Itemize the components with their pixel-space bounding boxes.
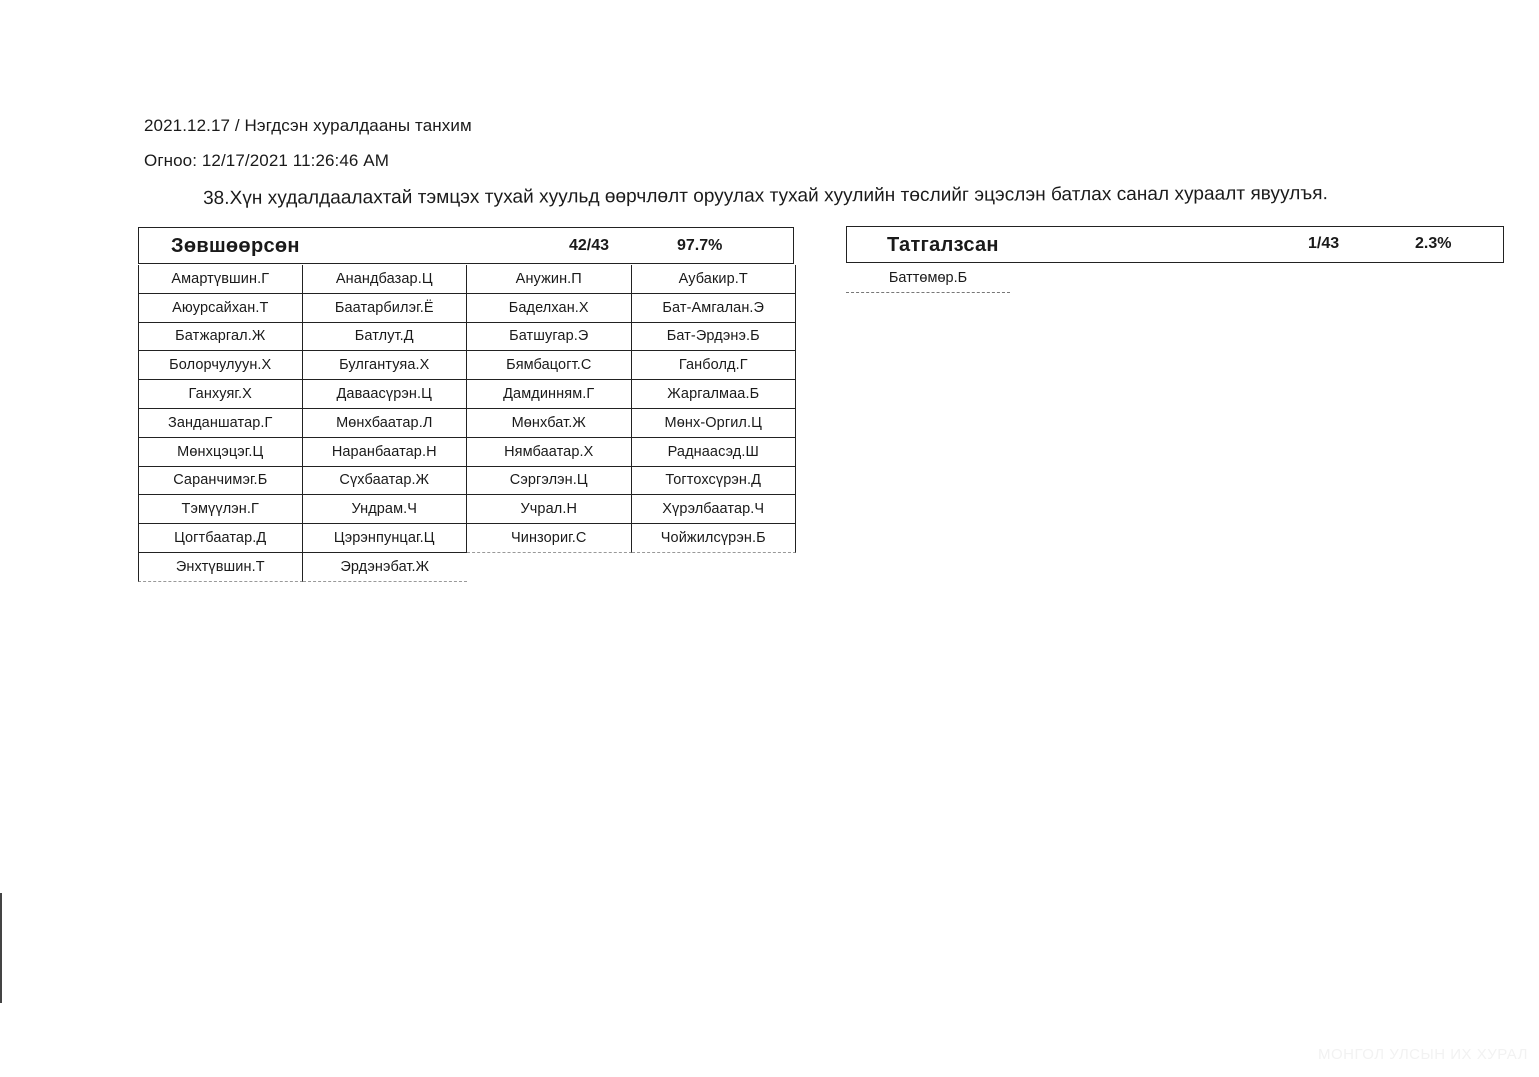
scan-edge-mark [0, 893, 2, 1003]
reject-title: Татгалзсан [887, 234, 999, 256]
name-cell: Батшугар.Э [467, 323, 632, 352]
name-cell: Учрал.Н [467, 495, 632, 524]
table-row [138, 495, 796, 524]
date-line: Огноо: 12/17/2021 11:26:46 AM [144, 151, 390, 170]
name-cell: Мөнхбат.Ж [467, 409, 632, 438]
name-cell: Чойжилсүрэн.Б [632, 524, 797, 553]
table-row [138, 409, 796, 438]
name-cell [632, 553, 797, 582]
name-cell: Булгантуяа.Х [303, 351, 468, 380]
reject-name: Баттөмөр.Б [846, 264, 1010, 293]
table-row [138, 380, 796, 409]
name-cell: Аюурсайхан.Т [138, 294, 303, 323]
name-cell: Батжаргал.Ж [138, 323, 303, 352]
name-cell: Болорчулуун.Х [138, 351, 303, 380]
name-cell: Саранчимэг.Б [138, 467, 303, 496]
name-cell: Тэмүүлэн.Г [138, 495, 303, 524]
question-text: 38.Хүн худалдаалахтай тэмцэх тухай хуульд өөрчлөлт оруулах тухай хуулийн төслийг эцэслэн батлах санал хураалт явуулъя. [203, 183, 1328, 209]
name-cell: Мөнхбаатар.Л [303, 409, 468, 438]
name-cell: Наранбаатар.Н [303, 438, 468, 467]
approve-header [138, 227, 794, 264]
name-cell: Хүрэлбаатар.Ч [632, 495, 797, 524]
session-line: 2021.12.17 / Нэгдсэн хуралдааны танхим [144, 116, 472, 135]
name-cell: Баатарбилэг.Ё [303, 294, 468, 323]
name-cell: Цэрэнпунцаг.Ц [303, 524, 468, 553]
table-row [138, 438, 796, 467]
name-cell: Жаргалмаа.Б [632, 380, 797, 409]
name-cell: Баделхан.Х [467, 294, 632, 323]
name-cell: Эрдэнэбат.Ж [303, 553, 468, 582]
name-cell: Мөнх-Оргил.Ц [632, 409, 797, 438]
name-cell: Мөнхцэцэг.Ц [138, 438, 303, 467]
table-row [138, 467, 796, 496]
reject-percent: 2.3% [1415, 235, 1452, 252]
name-cell: Дамдинням.Г [467, 380, 632, 409]
name-cell: Сэргэлэн.Ц [467, 467, 632, 496]
name-cell: Ганхуяг.Х [138, 380, 303, 409]
name-cell: Аубакир.Т [632, 265, 797, 294]
name-cell: Энхтүвшин.Т [138, 553, 303, 582]
name-cell: Даваасүрэн.Ц [303, 380, 468, 409]
name-cell: Бат-Эрдэнэ.Б [632, 323, 797, 352]
name-cell: Амартүвшин.Г [138, 265, 303, 294]
reject-count: 1/43 [1308, 235, 1340, 252]
name-cell: Тогтохсүрэн.Д [632, 467, 797, 496]
table-row [138, 553, 796, 582]
name-cell: Цогтбаатар.Д [138, 524, 303, 553]
name-cell: Раднаасэд.Ш [632, 438, 797, 467]
table-row [138, 265, 796, 294]
name-cell [467, 553, 632, 582]
approve-percent: 97.7% [677, 237, 723, 254]
name-cell: Батлут.Д [303, 323, 468, 352]
table-row [138, 351, 796, 380]
name-cell: Сүхбаатар.Ж [303, 467, 468, 496]
name-cell: Анандбазар.Ц [303, 265, 468, 294]
name-cell: Бямбацогт.С [467, 351, 632, 380]
name-cell: Бат-Амгалан.Э [632, 294, 797, 323]
table-row [138, 294, 796, 323]
watermark: МОНГОЛ УЛСЫН ИХ ХУРАЛ [1318, 1046, 1528, 1063]
table-row [138, 323, 796, 352]
approve-names-table [138, 265, 796, 582]
name-cell: Ундрам.Ч [303, 495, 468, 524]
reject-header [846, 226, 1504, 263]
approve-count: 42/43 [569, 237, 610, 254]
name-cell: Нямбаатар.Х [467, 438, 632, 467]
name-cell: Ганболд.Г [632, 351, 797, 380]
name-cell: Чинзориг.С [467, 524, 632, 553]
name-cell: Анужин.П [467, 265, 632, 294]
name-cell: Занданшатар.Г [138, 409, 303, 438]
table-row [138, 524, 796, 553]
approve-title: Зөвшөөрсөн [171, 235, 300, 257]
